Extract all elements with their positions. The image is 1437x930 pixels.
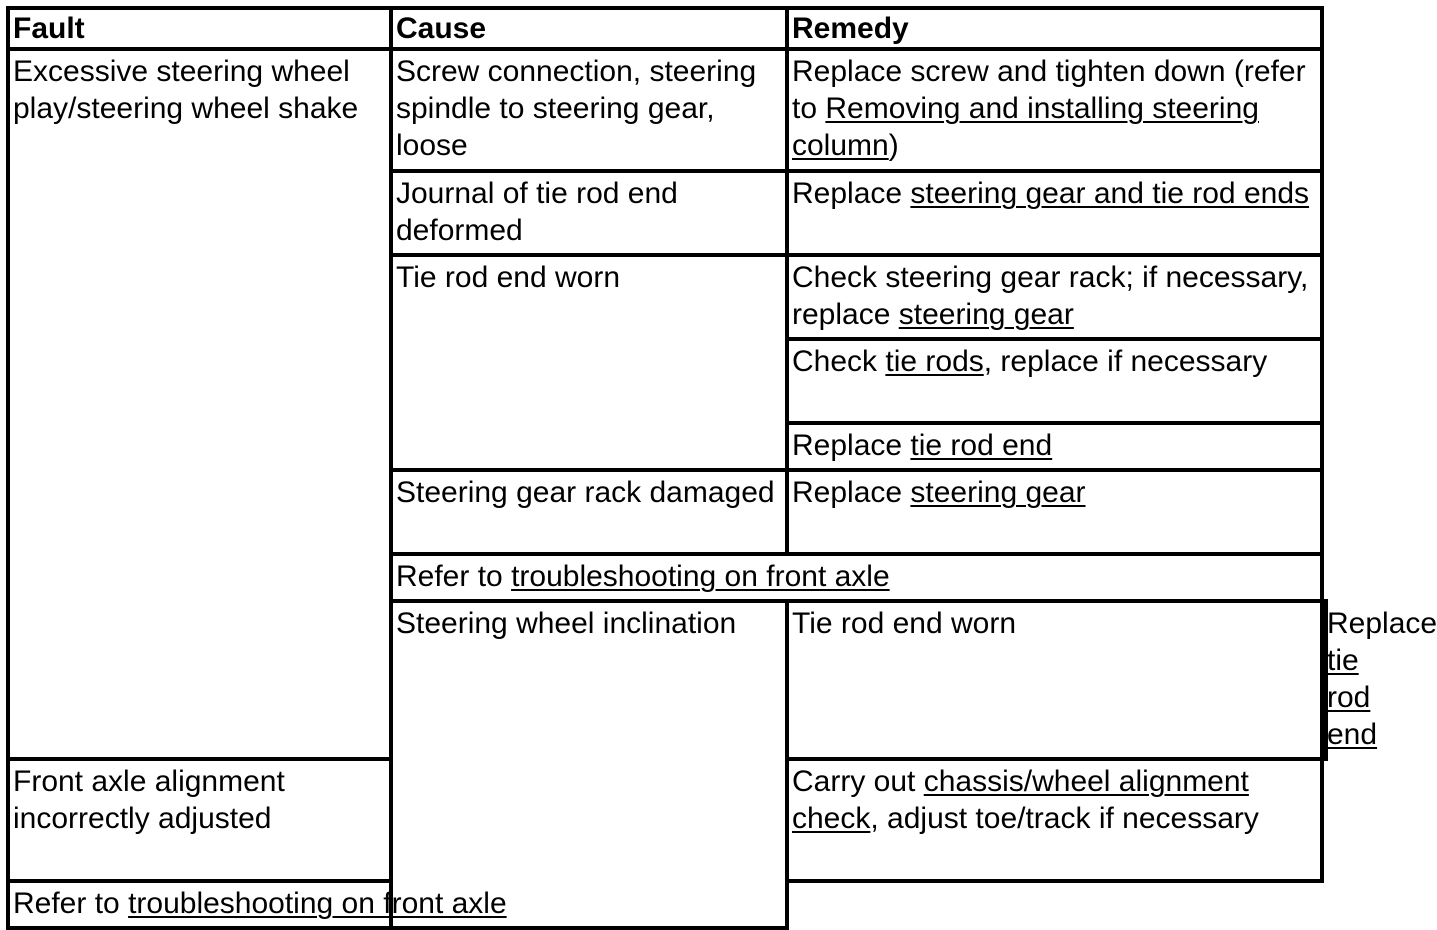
- remedy-text: , replace if necessary: [983, 345, 1268, 378]
- remedy-text: Check: [792, 345, 886, 378]
- troubleshooting-front-axle-link[interactable]: troubleshooting on front axle: [511, 560, 890, 593]
- cause-cell: Screw connection, steering spindle to steering gear, loose: [391, 49, 787, 171]
- remedy-text: Replace: [792, 429, 911, 462]
- cause-cell: Tie rod end worn: [787, 601, 1322, 759]
- table-row: [8, 49, 1326, 171]
- remedy-cell: [787, 255, 1322, 339]
- cause-cell: Steering gear rack damaged: [391, 470, 787, 554]
- span-cell: [8, 881, 787, 928]
- remedy-cell: [787, 470, 1322, 554]
- fault-table: [6, 6, 1437, 930]
- troubleshooting-front-axle-link[interactable]: troubleshooting on front axle: [128, 887, 507, 920]
- span-cell: [391, 554, 1322, 601]
- remedy-text: Replace screw and tighten down (refer to: [792, 55, 1306, 125]
- remedy-cell: [787, 423, 1322, 470]
- remedy-cell: [1322, 601, 1437, 759]
- remedy-text: Replace: [792, 177, 911, 210]
- remedy-text: Replace: [792, 476, 911, 509]
- chassis-wheel-alignment-check-link[interactable]: chassis/wheel alignment check: [792, 765, 1249, 835]
- remedy-text: Check steering gear rack; if necessary, replace: [792, 261, 1309, 331]
- refer-text: Refer to: [396, 560, 512, 593]
- header-fault: Fault: [8, 8, 391, 49]
- fault-cell: Steering wheel inclination: [391, 601, 787, 928]
- removing-installing-steering-column-link[interactable]: Removing and installing steering column: [792, 92, 1259, 162]
- remedy-cell: [787, 49, 1322, 171]
- remedy-text: Carry out: [792, 765, 924, 798]
- refer-text: Refer to: [13, 887, 129, 920]
- remedy-cell: [787, 759, 1322, 881]
- remedy-cell: [787, 171, 1322, 255]
- tie-rods-link[interactable]: tie rods: [885, 345, 984, 378]
- table-row: [8, 881, 1326, 928]
- remedy-text: ): [888, 129, 899, 162]
- steering-gear-and-tie-rod-ends-link[interactable]: steering gear and tie rod ends: [910, 177, 1310, 210]
- header-row: [8, 8, 1326, 49]
- tie-rod-end-link[interactable]: tie rod end: [910, 429, 1053, 462]
- remedy-cell: [787, 339, 1322, 423]
- tie-rod-end-link[interactable]: tie rod end: [1327, 644, 1378, 751]
- cause-cell: Journal of tie rod end deformed: [391, 171, 787, 255]
- header-cause: Cause: [391, 8, 787, 49]
- remedy-text: , adjust toe/track if necessary: [870, 802, 1259, 835]
- steering-gear-link[interactable]: steering gear: [898, 298, 1074, 331]
- header-remedy: Remedy: [787, 8, 1322, 49]
- steering-gear-link[interactable]: steering gear: [910, 476, 1086, 509]
- remedy-text: Replace: [1327, 607, 1437, 640]
- fault-cell: Excessive steering wheel play/steering wheel shake: [8, 49, 391, 759]
- cause-cell: Front axle alignment incorrectly adjusted: [8, 759, 391, 881]
- cause-cell: Tie rod end worn: [391, 255, 787, 470]
